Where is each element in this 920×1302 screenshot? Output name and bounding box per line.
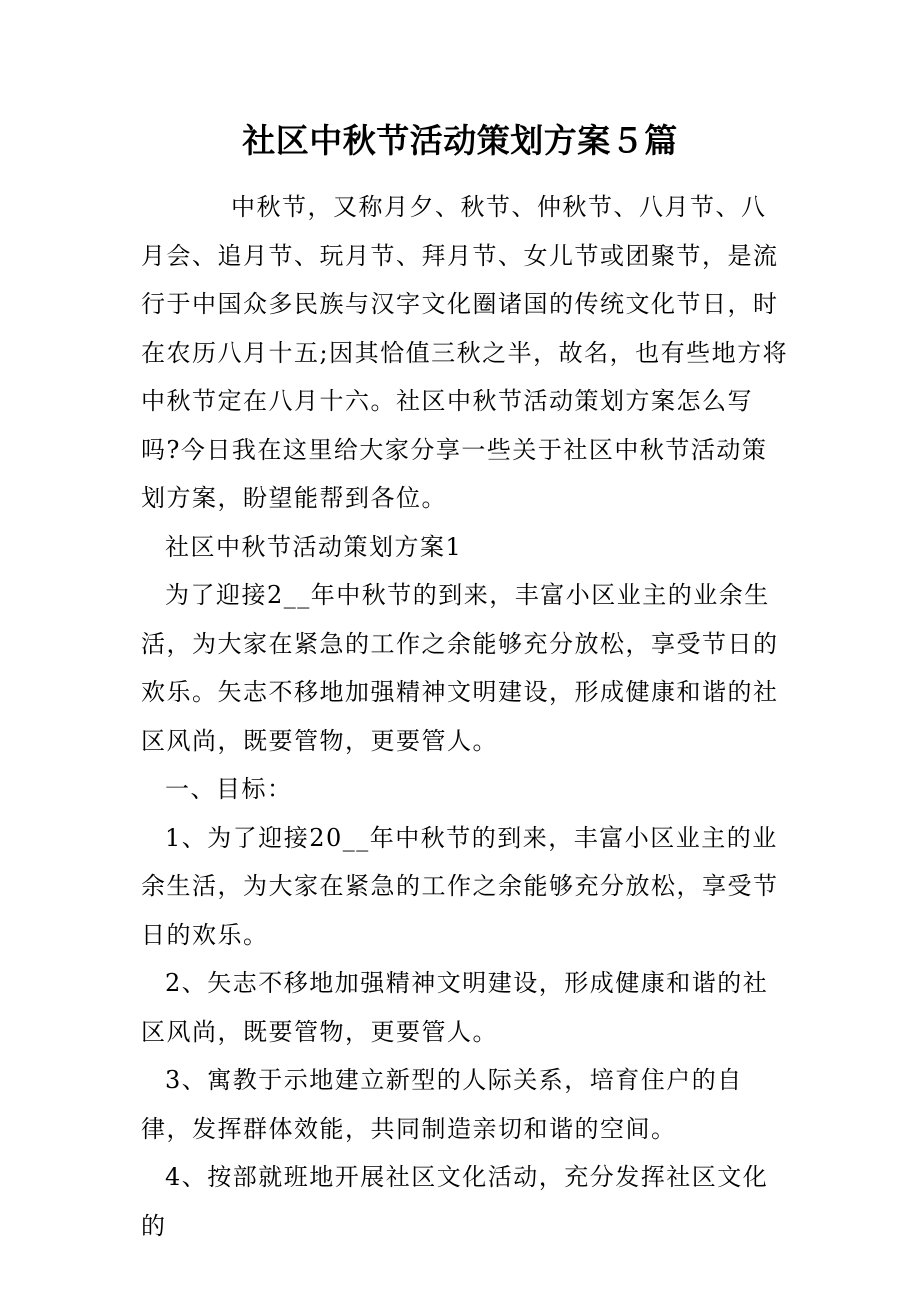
goals-heading: 一、目标：: [165, 775, 293, 803]
goal-item-4: 4、按部就班地开展社区文化活动，充分发挥社区文化的: [141, 1163, 769, 1240]
paragraph-1: 为了迎接2__年中秋节的到来，丰富小区业主的业余生活，为大家在紧急的工作之余能够充分放松，享受节日的欢乐。矢志不移地加强精神文明建设，形成健康和谐的社区风尚，既要管物，更要管人。: [141, 581, 779, 755]
intro-paragraph: 中秋节，又称月夕、秋节、仲秋节、八月节、八月会、追月节、玩月节、拜月节、女儿节或团聚节，是流行于中国众多民族与汉字文化圈诸国的传统文化节日，时在农历八月十五;因其恰值三秋之半，故名，也有些地方将中秋节定在八月十六。社区中秋节活动策划方案怎么写吗?今日我在这里给大家分享一些关于社区中秋节活动策划方案，盼望能帮到各位。: [141, 193, 789, 512]
section-heading: 社区中秋节活动策划方案1: [165, 532, 463, 561]
goal-item-1: 1、为了迎接20__年中秋节的到来，丰富小区业主的业余生活，为大家在紧急的工作之余能够充分放松，享受节日的欢乐。: [141, 823, 779, 949]
document-title: 社区中秋节活动策划方案５篇: [242, 121, 678, 160]
document-body: [141, 183, 789, 1250]
goal-item-2: 2、矢志不移地加强精神文明建设，形成健康和谐的社区风尚，既要管物，更要管人。: [141, 969, 769, 1046]
goal-item-3: 3、寓教于示地建立新型的人际关系，培育住户的自律，发挥群体效能，共同制造亲切和谐的空间。: [141, 1066, 743, 1143]
